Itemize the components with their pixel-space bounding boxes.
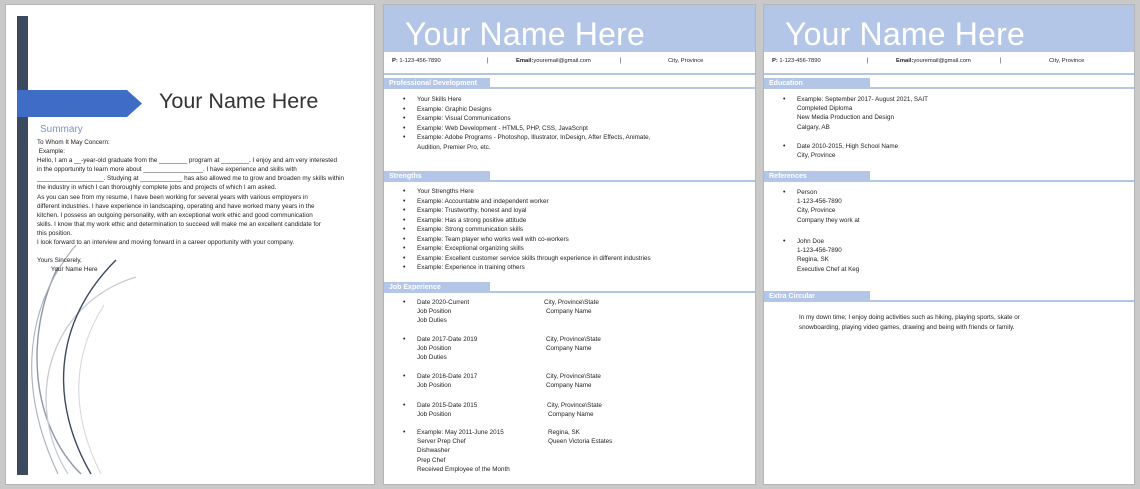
email-value: youremail@gmail.com	[913, 58, 971, 64]
header-rule	[764, 73, 1134, 75]
contact-separator: |	[487, 58, 489, 64]
contact-phone	[392, 58, 441, 64]
email-value: youremail@gmail.com	[533, 58, 591, 64]
education-entry	[783, 95, 928, 132]
phone-value: 1-123-456-7890	[399, 58, 441, 64]
list-item: • Example: Visual Communications	[403, 114, 650, 124]
education-first-line: • Date 2010-2015, High School Name	[783, 142, 898, 151]
contact-phone	[772, 58, 821, 64]
section-title-extra: Extra Circular	[769, 293, 815, 300]
reference-entry	[783, 237, 859, 274]
phone-label: P:	[772, 58, 778, 64]
job-date: • Date 2016-Date 2017	[403, 372, 477, 381]
list-item: • Your Strengths Here	[403, 187, 651, 197]
name-arrow-banner	[17, 90, 142, 117]
job-date: • Date 2020-Current	[403, 298, 469, 307]
letter-line: As you can see from my resume, I have been working for several years with various employers in	[37, 193, 308, 201]
section-rule	[490, 180, 755, 182]
section-rule	[870, 180, 1134, 182]
job-location: Regina, SK	[548, 429, 580, 436]
section-rule	[490, 291, 755, 293]
letter-line: I look forward to an interview and moving forward in a career opportunity with your company.	[37, 239, 295, 247]
reference-line: City, Province	[797, 207, 836, 215]
education-line: Completed Diploma	[797, 105, 853, 113]
list-item: • Example: Team player who works well with co-workers	[403, 235, 651, 245]
job-company: Company Name	[546, 345, 592, 353]
list-item: • Example: Exceptional organizing skills	[403, 244, 651, 254]
reference-name: • Person	[783, 188, 860, 197]
contact-separator: |	[620, 58, 622, 64]
reference-entry	[783, 188, 860, 225]
sidebar-accent-bar	[17, 16, 28, 475]
letter-line: skills. I know that my work ethic and determination to succeed will make me an excellent candidate for	[37, 220, 321, 228]
list-item: • Example: Adobe Programs - Photoshop, Illustrator, InDesign, After Effects, Animate,	[403, 133, 650, 143]
job-entry	[403, 401, 602, 419]
extra-paragraph	[799, 313, 1099, 332]
job-line: Job Position	[417, 411, 452, 419]
job-entry	[403, 372, 601, 390]
reference-name: • John Doe	[783, 237, 859, 246]
contact-separator: |	[1000, 58, 1002, 64]
job-location: City, Province\State	[544, 299, 599, 306]
letter-line: in the opportunity to learn more about _________________. I have experience and skills with	[37, 166, 297, 174]
education-line: New Media Production and Design	[797, 114, 894, 122]
email-label: Email:	[896, 58, 914, 64]
job-company: Company Name	[546, 382, 592, 390]
job-line: Job Position	[417, 345, 452, 353]
list-item: • Example: Trustworthy, honest and loyal	[403, 206, 651, 216]
section-title-references: References	[769, 173, 807, 180]
reference-line: 1-123-456-7890	[797, 198, 842, 206]
extra-line: snowboarding, playing video games, drawing and being with friends or family.	[799, 323, 1015, 331]
section-title-professional: Professional Development	[389, 80, 477, 87]
job-line: Prep Chef	[417, 456, 446, 464]
resume-name: Your Name Here	[405, 16, 645, 52]
letter-line: Hello, I am a __-year-old graduate from the ________ program at ________. I enjoy and am very interested	[37, 157, 337, 165]
cover-letter-page	[5, 4, 375, 485]
letter-signature: Your Name Here	[37, 266, 98, 274]
letter-closing: Yours Sincerely,	[37, 257, 82, 265]
list-item-continuation: Audition, Premier Pro, etc.	[417, 144, 491, 151]
job-company: Company Name	[548, 411, 594, 419]
job-location: City, Province\State	[546, 336, 601, 343]
resume-page-2	[763, 4, 1135, 485]
reference-line: Executive Chef at Keg	[797, 265, 860, 273]
resume-name: Your Name Here	[785, 16, 1025, 52]
cover-letter-body	[37, 138, 355, 274]
section-rule	[870, 300, 1134, 302]
letter-line: different industries. I have experience in landscaping, operating and have worked many years in the	[37, 202, 315, 210]
cover-name: Your Name Here	[159, 89, 319, 113]
reference-line: Company they work at	[797, 216, 860, 224]
section-title-jobs: Job Experience	[389, 284, 441, 291]
phone-value: 1-123-456-7890	[779, 58, 821, 64]
strengths-list	[403, 187, 651, 273]
name-banner	[384, 5, 755, 52]
job-date: • Date 2017-Date 2019	[403, 335, 477, 344]
header-rule	[384, 73, 755, 75]
job-company: Company Name	[546, 308, 592, 316]
list-item: • Example: Web Development - HTML5, PHP, CSS, JavaScript	[403, 124, 650, 134]
letter-spacer	[37, 247, 355, 256]
contact-city: City, Province	[1049, 58, 1085, 64]
job-line: Job Position	[417, 308, 452, 316]
resume-page-1	[383, 4, 756, 485]
section-title-education: Education	[769, 80, 803, 87]
section-rule	[490, 87, 755, 89]
section-rule	[870, 87, 1134, 89]
job-line: Server Prep Chef	[417, 438, 466, 446]
education-first-line: • Example: September 2017- August 2021, SAIT	[783, 95, 928, 104]
letter-line: To Whom It May Concern:	[37, 139, 110, 146]
job-line: Received Employee of the Month	[417, 465, 510, 473]
letter-line: Example:	[37, 148, 65, 156]
list-item: • Example: Has a strong positive attitude	[403, 216, 651, 226]
list-item: • Example: Excellent customer service skills through experience in different industries	[403, 254, 651, 264]
job-entry	[403, 428, 613, 474]
phone-label: P:	[392, 58, 398, 64]
education-entry	[783, 142, 898, 160]
reference-line: 1-123-456-7890	[797, 247, 842, 255]
job-line: Dishwasher	[417, 447, 450, 455]
letter-line: this position.	[37, 229, 73, 237]
contact-city: City, Province	[668, 58, 704, 64]
list-item: • Your Skills Here	[403, 95, 650, 105]
job-location: City, Province\State	[546, 373, 601, 380]
name-banner	[764, 5, 1134, 52]
reference-line: Regina, SK	[797, 256, 829, 264]
letter-line: the industry in which I can thoroughly complete jobs and projects of which I am asked.	[37, 184, 277, 192]
job-company: Queen Victoria Estates	[548, 438, 613, 446]
job-date: • Example: May 2011-June 2015	[403, 428, 510, 437]
section-title-strengths: Strengths	[389, 173, 422, 180]
education-line: City, Province	[797, 152, 836, 160]
job-line: Job Position	[417, 382, 452, 390]
extra-line: In my down time; I enjoy doing activities such as hiking, playing sports, skate or	[799, 314, 1020, 321]
job-date: • Date 2015-Date 2015	[403, 401, 477, 410]
job-entry	[403, 335, 601, 363]
job-location: City, Province\State	[547, 402, 602, 409]
list-item: • Example: Graphic Designs	[403, 105, 650, 115]
letter-line: kitchen. I possess an outgoing personality, with an exceptional work ethic and good communication	[37, 211, 313, 219]
list-item: • Example: Accountable and independent worker	[403, 197, 651, 207]
contact-email	[896, 58, 971, 64]
summary-heading: Summary	[40, 124, 83, 135]
job-line: Job Duties	[417, 317, 447, 325]
professional-list	[403, 95, 650, 143]
contact-email	[516, 58, 591, 64]
list-item: • Example: Experience in training others	[403, 263, 651, 273]
education-line: Calgary, AB	[797, 123, 830, 131]
contact-separator: |	[867, 58, 869, 64]
job-line: Job Duties	[417, 354, 447, 362]
list-item: • Example: Strong communication skills	[403, 225, 651, 235]
job-entry	[403, 298, 599, 326]
email-label: Email:	[516, 58, 534, 64]
letter-line: ___________________. Studying at ____________ has also allowed me to grow and broaden my skills within	[37, 175, 345, 183]
